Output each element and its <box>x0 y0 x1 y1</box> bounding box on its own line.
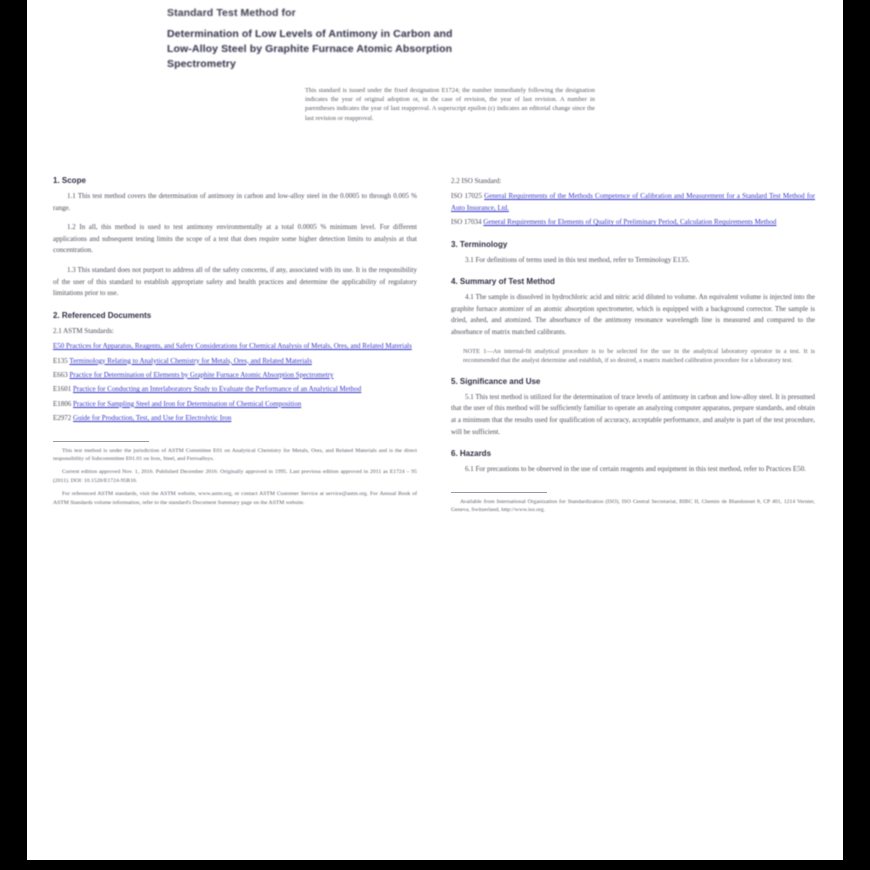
reference-item[interactable] <box>451 191 815 214</box>
designation-statement: This standard is issued under the fixed designation E1724; the number immediately following the designation indicates the year of original adoption or, in the case of revision, the year of last revision. A number in parentheses indicates the year of last reapproval. A superscript epsilon (ε) indicates an editorial change since the last revision or reapproval. <box>305 87 595 122</box>
title-line-4: Spectrometry <box>167 58 236 70</box>
reference-link[interactable]: Practice for Sampling Steel and Iron for Determination of Chemical Composition <box>73 399 302 408</box>
reference-designation: E1806 <box>53 399 74 408</box>
reference-link[interactable]: Practice for Conducting an Interlaboratory Study to Evaluate the Performance of an Analytical Method <box>73 385 362 394</box>
scope-paragraph-1: 1.1 This test method covers the determination of antimony in carbon and low-alloy steel in the 0.0005 to through 0.005 % range. <box>53 192 417 212</box>
left-column <box>53 176 417 520</box>
reference-item[interactable] <box>451 217 815 228</box>
reference-designation: E1601 <box>53 385 74 394</box>
footnote-2: Current edition approved Nov. 1, 2016. Published December 2016. Originally approved in 1995. Last previous edition approved in 2011 as E1724 – 95 (2011). DOI: 10.1520/E1724-95R16. <box>53 469 417 484</box>
reference-designation: E663 <box>53 370 70 379</box>
footnote-3: For referenced ASTM standards, visit the ASTM website, www.astm.org, or contact ASTM Customer Service at service@astm.org. For Annual Book of ASTM Standards volume information, refer to the standard's Document Summary page on the ASTM website. <box>53 491 417 506</box>
heading-hazards: 6. Hazards <box>451 449 492 459</box>
terminology-paragraph: 3.1 For definitions of terms used in this test method, refer to Terminology E135. <box>465 255 690 264</box>
reference-item[interactable] <box>53 341 417 352</box>
footnote-1: This test method is under the jurisdiction of ASTM Committee E01 on Analytical Chemistry for Metals, Ores, and Related Materials and is the direct responsibility of Subcommittee E01.01 on Iron, Steel, and Ferroalloys. <box>53 447 417 462</box>
heading-terminology: 3. Terminology <box>451 239 508 249</box>
scope-paragraph-3: 1.3 This standard does not purport to address all of the safety concerns, if any, associated with its use. It is the responsibility of the user of this standard to establish appropriate safety and health practices and determine the applicability of regulatory limitations prior to use. <box>53 265 417 298</box>
footnote-iso: Available from International Organization for Standardization (ISO), ISO Central Secretariat, BIBC II, Chemin de Blandonnet 8, CP 401, 1214 Vernier, Geneva, Switzerland, http://www.iso.org. <box>451 498 815 514</box>
title-line-1: Standard Test Method for <box>167 7 296 19</box>
reference-item[interactable] <box>53 356 417 367</box>
reference-link[interactable]: E50 Practices for Apparatus, Reagents, and Safety Considerations for Chemical Analysis of Metals, Ores, and Related Materials <box>53 342 412 351</box>
body-columns <box>27 176 843 520</box>
footnote-divider <box>451 492 547 493</box>
reference-item[interactable] <box>53 384 417 395</box>
heading-summary-of-test-method: 4. Summary of Test Method <box>451 277 555 287</box>
heading-scope: 1. Scope <box>53 176 86 185</box>
reference-link[interactable]: Terminology Relating to Analytical Chemistry for Metals, Ores, and Related Materials <box>69 356 312 365</box>
footnote-divider <box>53 441 149 442</box>
astm-standards-subheading: 2.1 ASTM Standards: <box>53 326 114 335</box>
reference-link[interactable]: General Requirements of the Methods Competence of Calibration and Measurement for a Standard Test Method for Auto Insurance, Ltd. <box>451 192 815 212</box>
reference-designation: E2972 <box>53 414 74 423</box>
right-column <box>451 176 815 520</box>
reference-item[interactable] <box>53 413 417 424</box>
scope-paragraph-2: 1.2 In all, this method is used to test antimony environmentally at a total 0.0005 % minimum level. For different applications and subsequent testing limits the scope of a test that does require some higher detection limits to analysis at that concentration. <box>53 223 417 255</box>
summary-paragraph-1: 4.1 The sample is dissolved in hydrochloric acid and nitric acid diluted to volume. An equivalent volume is injected into the graphite furnace atomizer of an atomic absorption spectrometer, which is equipped with a background corrector. The sample is dried, ashed, and atomized. The absorbance of the antimony resonance wavelength line is measured and compared to the absorbance of matrix matched calibrants. <box>451 293 815 336</box>
heading-significance-and-use: 5. Significance and Use <box>451 376 541 386</box>
hazards-paragraph: 6.1 For precautions to be observed in the use of certain reagents and equipment in this test method, refer to Practices E50. <box>465 465 806 474</box>
title-block <box>27 0 843 123</box>
heading-referenced-documents: 2. Referenced Documents <box>53 310 152 320</box>
reference-link[interactable]: Practice for Determination of Elements by Graphite Furnace Atomic Absorption Spectrometry <box>69 370 334 379</box>
summary-note: NOTE 1—An internal-fit analytical procedure is to be selected for the use in the analytical laboratory operator in a test. It is recommended that the analyst determine and establish, if so desired, a matrix matched calibration procedure for a laboratory test. <box>463 347 815 365</box>
reference-designation: E135 <box>53 356 70 365</box>
reference-item[interactable] <box>53 370 417 381</box>
reference-link[interactable]: Guide for Production, Test, and Use for Electrolytic Iron <box>73 414 232 423</box>
reference-designation: ISO 17025 <box>451 192 485 201</box>
reference-designation: ISO 17034 <box>451 218 484 227</box>
document-page <box>27 0 843 860</box>
reference-link[interactable]: General Requirements for Elements of Quality of Preliminary Period, Calculation Requirements Method <box>483 218 777 227</box>
title-line-3: Low-Alloy Steel by Graphite Furnace Atomic Absorption <box>167 43 453 55</box>
reference-item[interactable] <box>53 399 417 410</box>
significance-paragraph-1: 5.1 This test method is utilized for the determination of trace levels of antimony in carbon and low-alloy steel. It is presumed that the user of this method will be sufficiently familiar to operate an analyzing computer apparatus, prepare standards, and obtain at a minimum that the results used for qualification of accuracy, acceptable performance, and analyte is part of the test procedure, will be sufficient. <box>451 392 815 436</box>
title-line-2: Determination of Low Levels of Antimony in Carbon and <box>167 28 453 40</box>
iso-standard-subheading: 2.2 ISO Standard: <box>451 177 502 185</box>
